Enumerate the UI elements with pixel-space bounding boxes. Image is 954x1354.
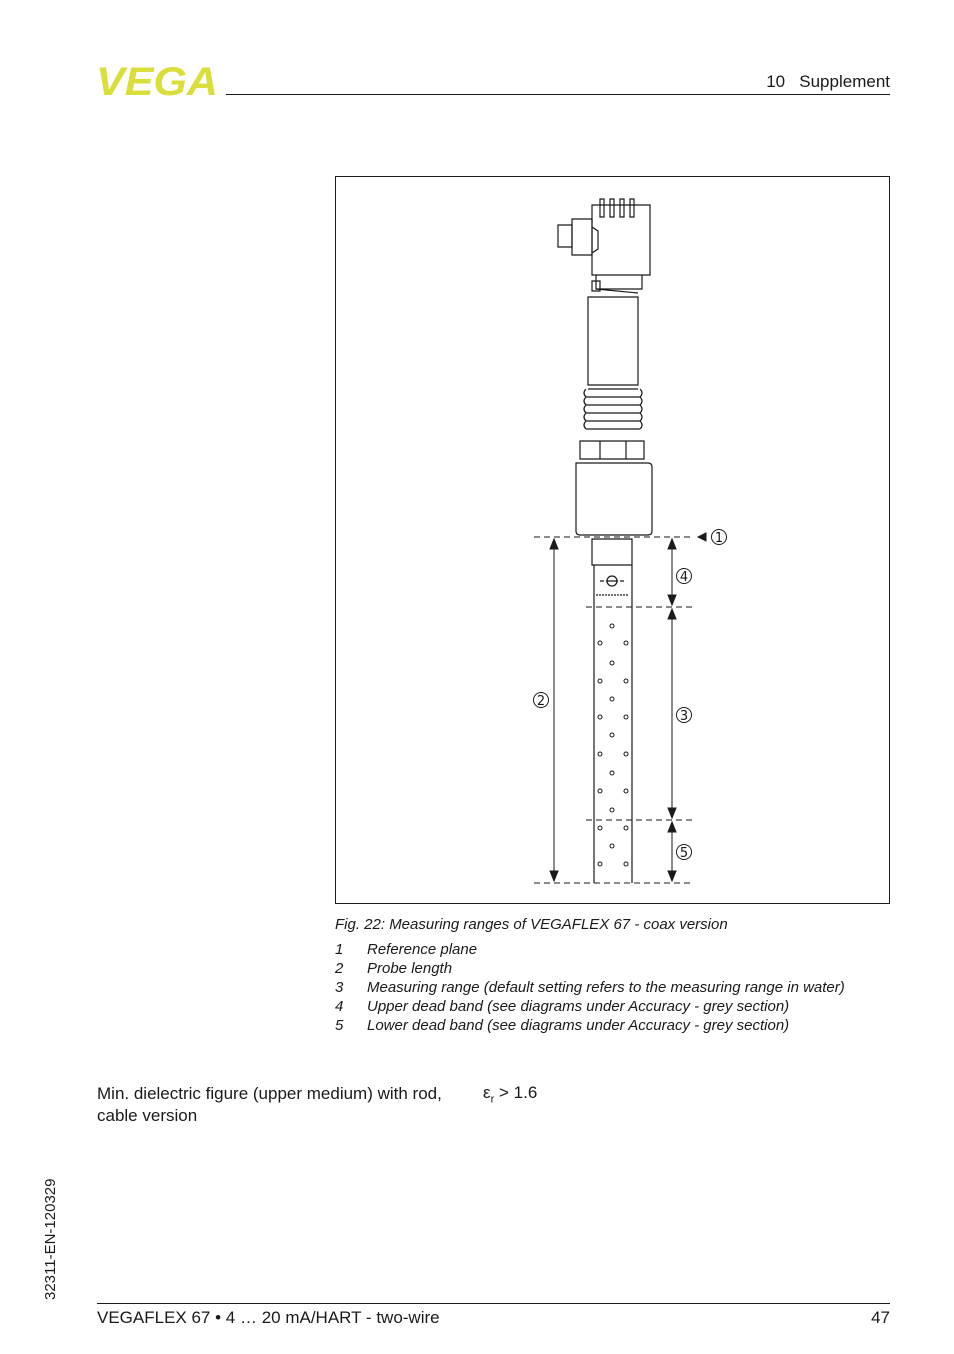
vega-logo [96, 62, 220, 100]
legend-item: 5 Lower dead band (see diagrams under Accuracy - grey section) [335, 1017, 790, 1034]
document-id: 32311-EN-120329 [42, 1178, 59, 1300]
footer-title: VEGAFLEX 67 • 4 … 20 mA/HART - two-wire [97, 1308, 440, 1327]
page-number: 47 [871, 1308, 890, 1327]
callout-5 [677, 845, 692, 862]
footer-rule [97, 1303, 890, 1304]
legend-item: 2 Probe length [335, 960, 453, 977]
spec-label: Min. dielectric figure (upper medium) with rod, cable version [97, 1084, 442, 1125]
svg-text:5: 5 [679, 846, 689, 861]
callout-4 [677, 569, 692, 586]
header-rule [226, 94, 890, 95]
legend-item: 3 Measuring range (default setting refers to the measuring range in water) [335, 979, 845, 996]
svg-text:2: 2 [536, 694, 546, 709]
svg-text:1: 1 [714, 531, 724, 546]
callout-3 [677, 708, 692, 725]
legend-item: 1 Reference plane [335, 941, 478, 958]
svg-text:VEGA: VEGA [96, 62, 218, 100]
svg-text:3: 3 [679, 709, 689, 724]
legend-item: 4 Upper dead band (see diagrams under Accuracy - grey section) [335, 998, 790, 1015]
figure-caption: Fig. 22: Measuring ranges of VEGAFLEX 67 - coax version [335, 916, 728, 933]
svg-text:4: 4 [679, 570, 689, 585]
callout-2 [534, 693, 549, 710]
callout-1 [712, 530, 727, 547]
section-title: 10 Supplement [766, 72, 890, 91]
probe-drawing [336, 177, 888, 901]
spec-value: $\varepsilon_r > 1.6$ [483, 1083, 538, 1106]
